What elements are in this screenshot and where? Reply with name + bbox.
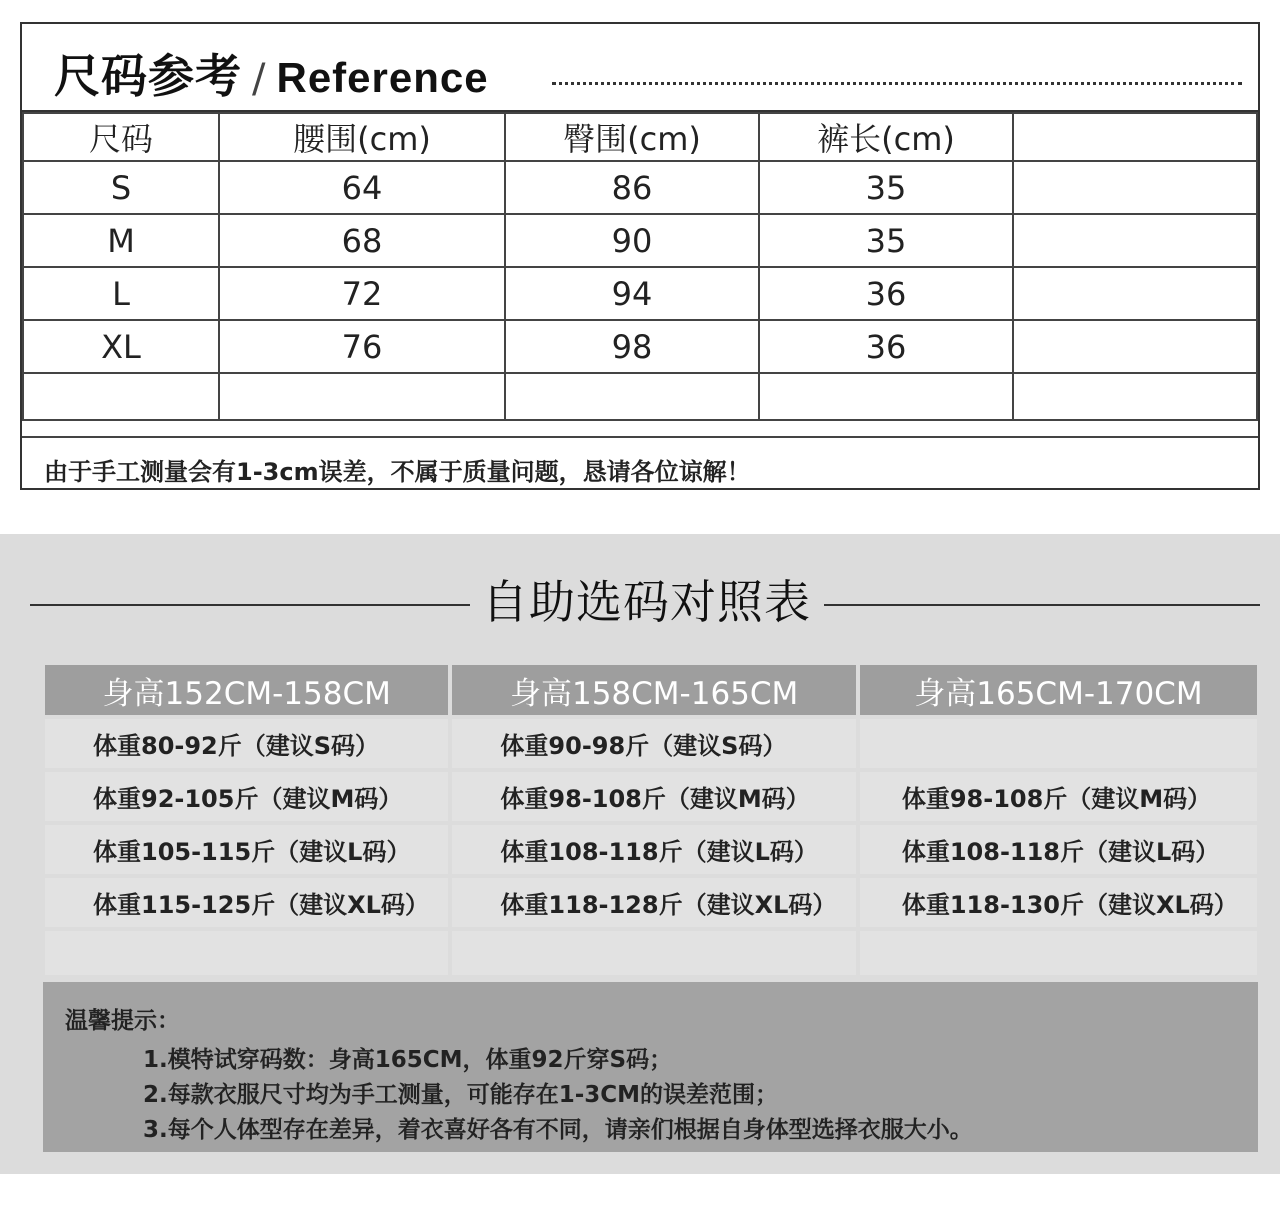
- header-waist: 腰围(cm): [219, 113, 505, 161]
- cell-empty: [1013, 320, 1257, 373]
- size-reference-header: [22, 24, 1258, 113]
- title-en: Reference: [276, 54, 489, 101]
- cell-empty: [1013, 267, 1257, 320]
- cell-size: M: [23, 214, 219, 267]
- weight-cell: 体重108-118斤（建议L码）: [860, 825, 1257, 874]
- weight-cell: 体重105-115斤（建议L码）: [45, 825, 448, 874]
- cell-blank: [45, 931, 448, 975]
- header-empty: [1013, 113, 1257, 161]
- header-length: 裤长(cm): [759, 113, 1013, 161]
- cell-size: L: [23, 267, 219, 320]
- size-table-header-row: [23, 113, 1257, 161]
- cell-length: 36: [759, 320, 1013, 373]
- weight-cell: 体重98-108斤（建议M码）: [860, 772, 1257, 821]
- cell-blank: [219, 373, 505, 420]
- cell-waist: 64: [219, 161, 505, 214]
- tip-line: 1.模特试穿码数：身高165CM，体重92斤穿S码；: [143, 1047, 673, 1073]
- weight-cell: 体重118-130斤（建议XL码）: [860, 878, 1257, 927]
- dotted-divider: [552, 82, 1242, 85]
- weight-cell: 体重108-118斤（建议L码）: [452, 825, 855, 874]
- cell-empty: [1013, 214, 1257, 267]
- table-row: [45, 719, 1257, 768]
- cell-blank: [452, 931, 855, 975]
- size-reference-title: [54, 40, 489, 106]
- table-row: [23, 267, 1257, 320]
- chart-title-rule-right: [824, 604, 1260, 606]
- header-size: 尺码: [23, 113, 219, 161]
- weight-cell: 体重98-108斤（建议M码）: [452, 772, 855, 821]
- cell-size: XL: [23, 320, 219, 373]
- chart-title-rule-left: [30, 604, 470, 606]
- cell-waist: 76: [219, 320, 505, 373]
- cell-hip: 86: [505, 161, 759, 214]
- cell-length: 36: [759, 267, 1013, 320]
- size-table: [22, 112, 1258, 421]
- cell-length: 35: [759, 214, 1013, 267]
- chart-title: 自助选码对照表: [482, 575, 811, 629]
- table-row: [23, 214, 1257, 267]
- table-row-blank: [23, 373, 1257, 420]
- cell-blank: [23, 373, 219, 420]
- tips-panel: [43, 982, 1258, 1152]
- weight-cell: 体重80-92斤（建议S码）: [45, 719, 448, 768]
- weight-cell: 体重118-128斤（建议XL码）: [452, 878, 855, 927]
- cell-waist: 68: [219, 214, 505, 267]
- cell-length: 35: [759, 161, 1013, 214]
- tips-title: 温馨提示：: [65, 1008, 180, 1034]
- cell-blank: [759, 373, 1013, 420]
- tip-line: 2.每款衣服尺寸均为手工测量，可能存在1-3CM的误差范围；: [143, 1082, 779, 1108]
- table-row: [45, 772, 1257, 821]
- tip-line: 3.每个人体型存在差异，着衣喜好各有不同，请亲们根据自身体型选择衣服大小。: [143, 1117, 973, 1143]
- header-height-158-165: 身高158CM-165CM: [452, 665, 855, 715]
- table-row: [45, 825, 1257, 874]
- measurement-note: 由于手工测量会有1-3cm误差，不属于质量问题，恳请各位谅解！: [44, 458, 751, 486]
- table-row: [23, 320, 1257, 373]
- header-height-152-158: 身高152CM-158CM: [45, 665, 448, 715]
- cell-blank: [860, 931, 1257, 975]
- table-row: [45, 878, 1257, 927]
- table-row-blank: [45, 931, 1257, 975]
- cell-hip: 98: [505, 320, 759, 373]
- title-slash: /: [252, 56, 267, 102]
- cell-blank: [505, 373, 759, 420]
- header-hip: 臀围(cm): [505, 113, 759, 161]
- weight-cell: 体重92-105斤（建议M码）: [45, 772, 448, 821]
- weight-cell: 体重90-98斤（建议S码）: [452, 719, 855, 768]
- cell-size: S: [23, 161, 219, 214]
- weight-cell: [860, 719, 1257, 768]
- cell-waist: 72: [219, 267, 505, 320]
- cell-hip: 90: [505, 214, 759, 267]
- weight-cell: 体重115-125斤（建议XL码）: [45, 878, 448, 927]
- size-reference-panel: [20, 22, 1260, 490]
- cell-empty: [1013, 161, 1257, 214]
- table-row: [23, 161, 1257, 214]
- header-height-165-170: 身高165CM-170CM: [860, 665, 1257, 715]
- cell-hip: 94: [505, 267, 759, 320]
- size-pick-table: [41, 661, 1261, 979]
- cell-blank: [1013, 373, 1257, 420]
- table-bottom-band: [22, 422, 1258, 438]
- pick-table-header-row: [45, 665, 1257, 715]
- title-cn: 尺码参考: [54, 49, 242, 103]
